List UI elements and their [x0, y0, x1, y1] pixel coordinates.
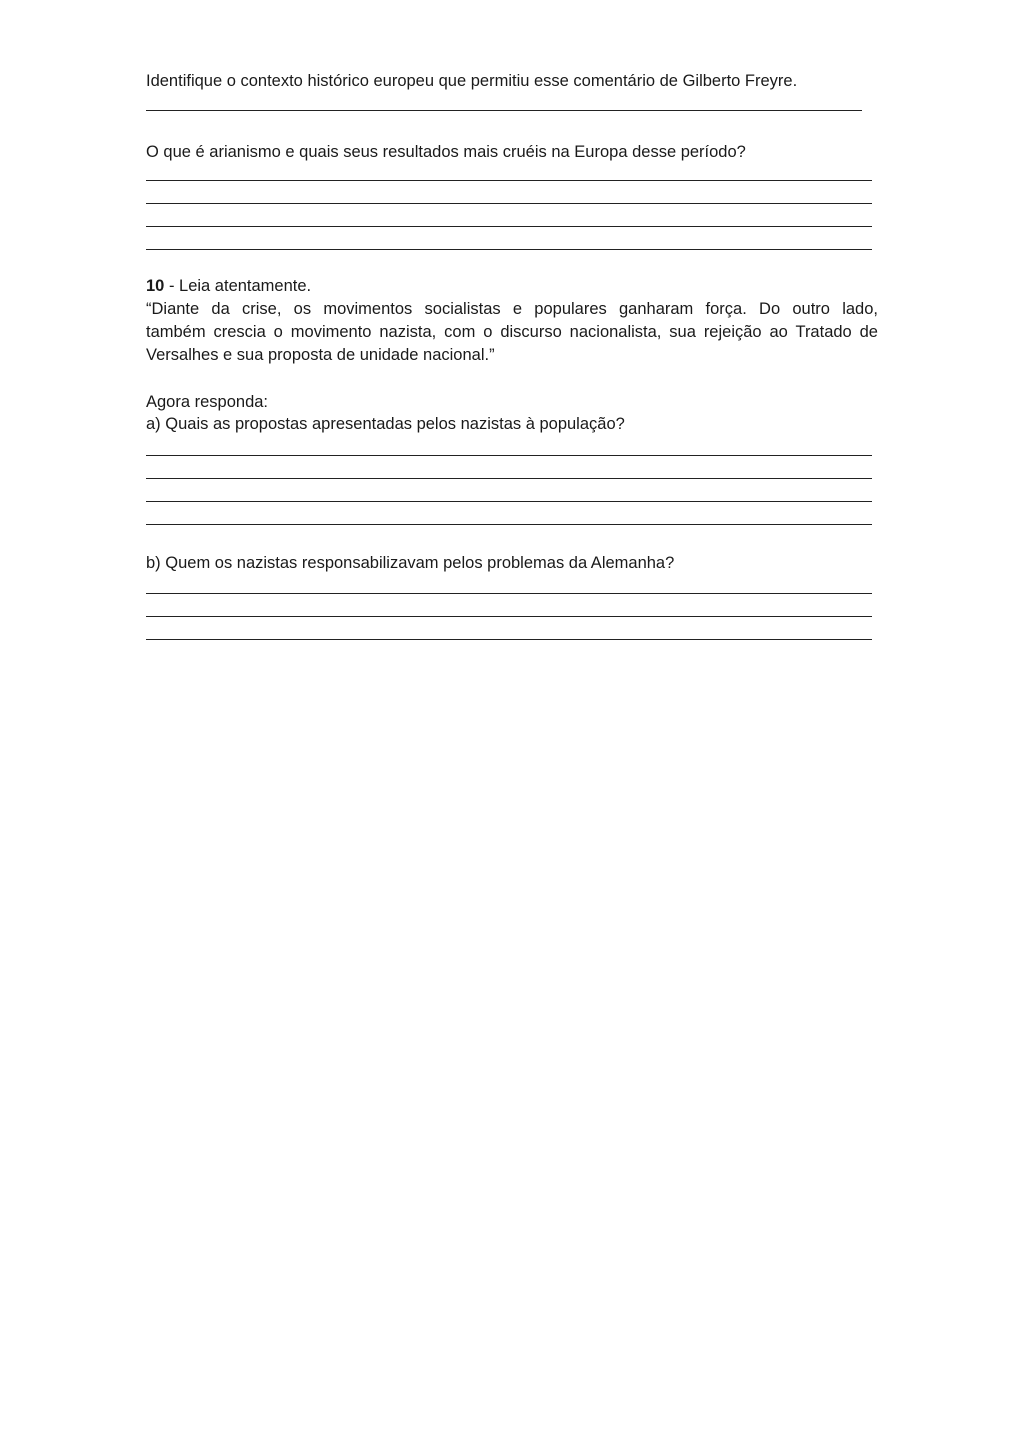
- answer-line: [146, 478, 872, 479]
- question-10a: a) Quais as propostas apresentadas pelos nazistas à população?: [146, 415, 625, 433]
- answer-line: [146, 203, 872, 204]
- answer-line: [146, 593, 872, 594]
- quote-line: também crescia o movimento nazista, com o discurso nacionalista, sua rejeição ao Tratado de: [146, 323, 878, 341]
- quote-line: Versalhes e sua proposta de unidade nacional.”: [146, 346, 495, 364]
- question-number: 10: [146, 277, 165, 295]
- question-10b: b) Quem os nazistas responsabilizavam pelos problemas da Alemanha?: [146, 554, 675, 572]
- answer-line: [146, 455, 872, 456]
- question-arianismo: O que é arianismo e quais seus resultados mais cruéis na Europa desse período?: [146, 143, 746, 161]
- answer-line: [146, 249, 872, 250]
- answer-line: [146, 524, 872, 525]
- question-10-heading: [146, 275, 311, 297]
- answer-prompt: Agora responda:: [146, 393, 269, 411]
- question-context: Identifique o contexto histórico europeu que permitiu esse comentário de Gilberto Freyre.: [146, 72, 798, 90]
- quote-line: “Diante da crise, os movimentos socialistas e populares ganharam força. Do outro lado,: [146, 300, 878, 318]
- answer-line: [146, 180, 872, 181]
- question-instruction: - Leia atentamente.: [164, 277, 312, 295]
- answer-line: [146, 639, 872, 640]
- answer-line: [146, 226, 872, 227]
- answer-line: [146, 616, 872, 617]
- answer-line: [146, 501, 872, 502]
- answer-line: [146, 110, 862, 111]
